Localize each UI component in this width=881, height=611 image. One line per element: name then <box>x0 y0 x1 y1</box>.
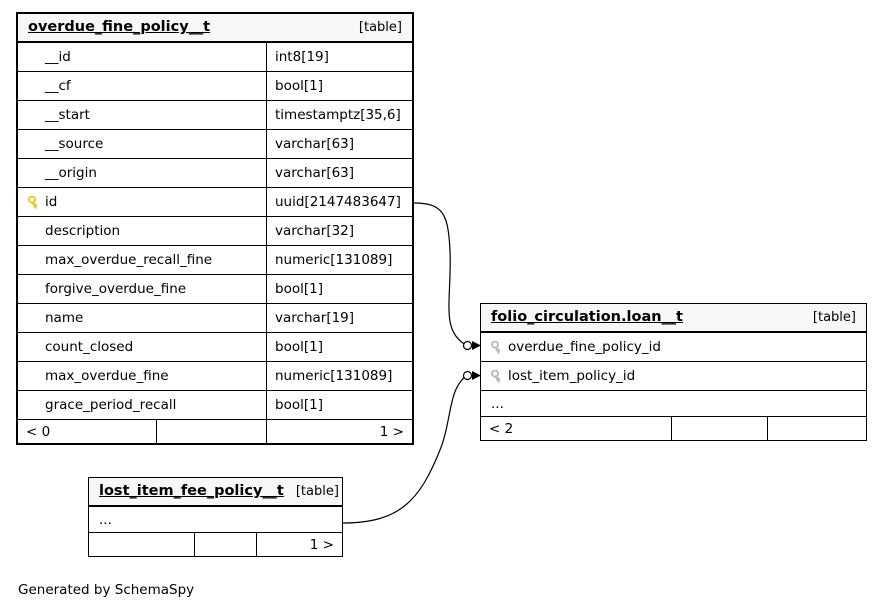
column-name: grace_period_recall <box>45 397 177 413</box>
column-name-cell <box>18 130 266 158</box>
column-name: name <box>45 310 84 326</box>
footer-spacer <box>194 533 256 556</box>
more-columns-indicator: ... <box>481 390 866 416</box>
column-name-cell <box>18 275 266 303</box>
footer-parent-count[interactable]: < 2 <box>489 420 514 437</box>
column-type: varchar[63] <box>275 165 355 181</box>
table-footer <box>481 416 866 440</box>
table-lost-item-fee-policy[interactable] <box>88 477 343 557</box>
column-type: varchar[32] <box>275 223 355 239</box>
column-name: __start <box>45 107 90 123</box>
column-name: id <box>45 194 58 210</box>
table-row[interactable] <box>18 129 412 158</box>
more-columns-indicator: ... <box>89 506 342 532</box>
table-header <box>18 14 412 41</box>
footer-child-count[interactable] <box>767 417 866 440</box>
column-type-cell <box>266 188 412 216</box>
column-name-cell <box>18 72 266 100</box>
table-title: folio_circulation.loan__t <box>491 309 683 325</box>
column-type-cell <box>266 217 412 245</box>
column-name: count_closed <box>45 339 134 355</box>
primary-key-icon <box>28 196 40 209</box>
table-row[interactable] <box>18 332 412 361</box>
column-type-cell <box>266 304 412 332</box>
column-type: uuid[2147483647] <box>275 194 401 210</box>
column-name: description <box>45 223 121 239</box>
column-name-cell <box>18 246 266 274</box>
column-name: __origin <box>45 165 97 181</box>
footer-parent-count[interactable]: < 0 <box>26 423 51 440</box>
foreign-key-icon <box>491 341 503 354</box>
column-name-cell <box>18 101 266 129</box>
foreign-key-icon <box>491 370 503 383</box>
column-type: int8[19] <box>275 49 329 65</box>
column-name-cell <box>18 217 266 245</box>
column-name-cell <box>481 333 866 361</box>
column-name-cell <box>18 43 266 71</box>
column-type-cell <box>266 101 412 129</box>
column-name-cell <box>18 333 266 361</box>
footer-spacer <box>671 417 767 440</box>
column-type: varchar[63] <box>275 136 355 152</box>
table-header <box>481 304 866 331</box>
column-name: forgive_overdue_fine <box>45 281 187 297</box>
column-name-cell <box>481 362 866 390</box>
table-row[interactable] <box>18 158 412 187</box>
table-row[interactable] <box>18 361 412 390</box>
footer-child-count[interactable]: 1 > <box>266 420 412 443</box>
column-type-cell <box>266 43 412 71</box>
table-overdue-fine-policy[interactable] <box>16 12 414 445</box>
column-type-cell <box>266 246 412 274</box>
column-type: timestamptz[35,6] <box>275 107 401 123</box>
column-name-cell <box>18 304 266 332</box>
table-row-foreign-key[interactable] <box>481 361 866 390</box>
table-row[interactable] <box>18 245 412 274</box>
table-row[interactable] <box>18 216 412 245</box>
column-name: __source <box>45 136 104 152</box>
table-header <box>89 478 342 505</box>
table-type-tag: [table] <box>358 19 402 35</box>
column-type-cell <box>266 333 412 361</box>
table-title: overdue_fine_policy__t <box>28 19 211 35</box>
column-name: __id <box>45 49 71 65</box>
column-type-cell <box>266 159 412 187</box>
footer-spacer <box>156 420 266 443</box>
table-title: lost_item_fee_policy__t <box>99 483 284 499</box>
column-name: overdue_fine_policy_id <box>508 339 661 355</box>
column-type-cell <box>266 391 412 419</box>
column-name-cell <box>18 159 266 187</box>
table-row[interactable] <box>18 390 412 419</box>
edge-endpoint-circle-1 <box>464 342 472 350</box>
column-name: lost_item_policy_id <box>508 368 636 384</box>
column-type: varchar[19] <box>275 310 355 326</box>
footer-parent-count[interactable] <box>89 533 194 556</box>
column-type-cell <box>266 362 412 390</box>
column-type: bool[1] <box>275 78 323 94</box>
table-folio-circulation-loan[interactable] <box>480 303 867 441</box>
table-type-tag: [table] <box>295 483 339 499</box>
table-row-primary-key[interactable] <box>18 187 412 216</box>
column-name: max_overdue_recall_fine <box>45 252 213 268</box>
table-footer <box>18 419 412 443</box>
column-type: numeric[131089] <box>275 368 393 384</box>
table-row[interactable] <box>18 100 412 129</box>
table-row[interactable] <box>18 42 412 71</box>
column-name: max_overdue_fine <box>45 368 169 384</box>
table-footer <box>89 532 342 556</box>
footer-child-count[interactable]: 1 > <box>256 533 342 556</box>
column-type-cell <box>266 130 412 158</box>
column-type-cell <box>266 275 412 303</box>
column-type: bool[1] <box>275 281 323 297</box>
edge-overdue-fine-policy <box>414 203 466 345</box>
table-row[interactable] <box>18 274 412 303</box>
table-row[interactable] <box>18 71 412 100</box>
edge-endpoint-circle-2 <box>464 372 472 380</box>
table-row[interactable] <box>18 303 412 332</box>
column-type-cell <box>266 72 412 100</box>
column-name-cell <box>18 188 266 216</box>
column-type: numeric[131089] <box>275 252 393 268</box>
column-type: bool[1] <box>275 339 323 355</box>
table-type-tag: [table] <box>812 309 856 325</box>
column-name: __cf <box>45 78 71 94</box>
column-type: bool[1] <box>275 397 323 413</box>
diagram-caption: Generated by SchemaSpy <box>18 582 195 598</box>
column-name-cell <box>18 391 266 419</box>
column-name-cell <box>18 362 266 390</box>
table-row-foreign-key[interactable] <box>481 332 866 361</box>
